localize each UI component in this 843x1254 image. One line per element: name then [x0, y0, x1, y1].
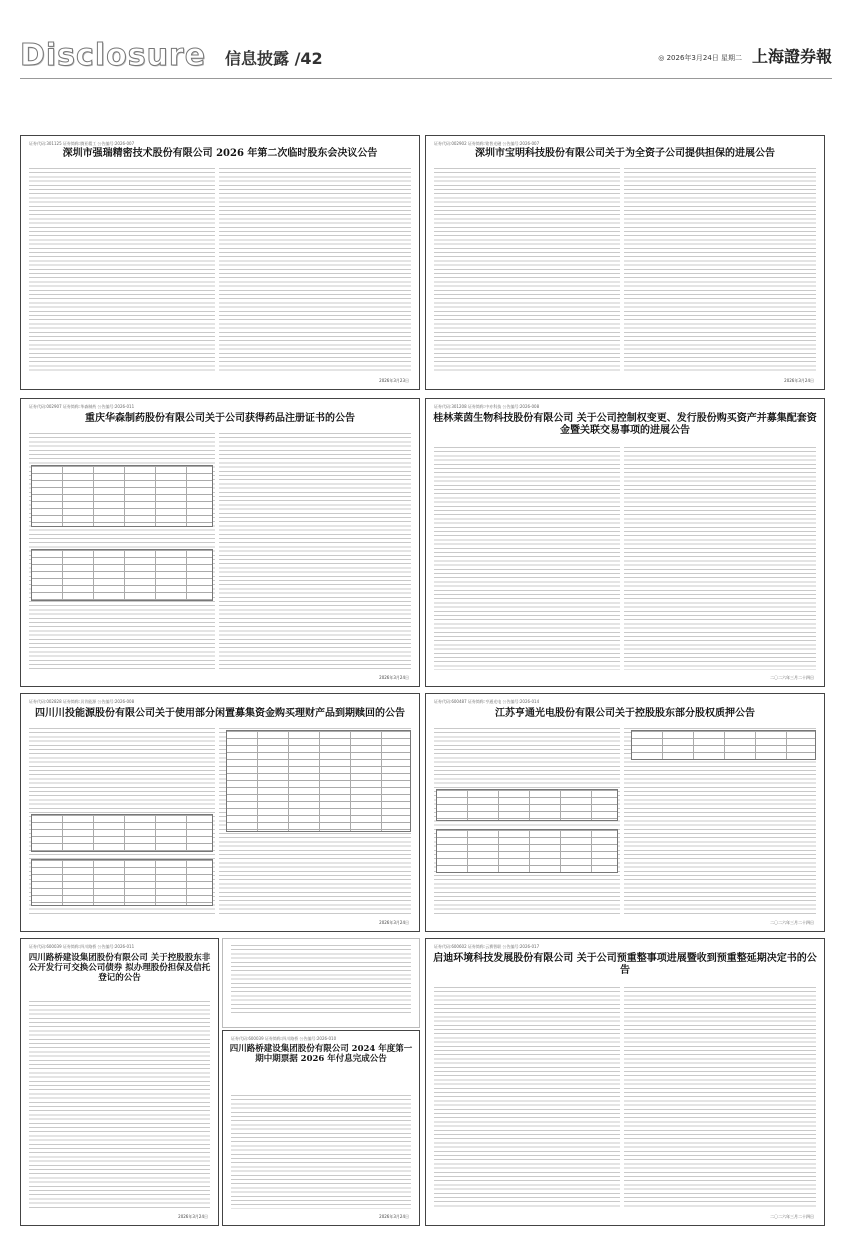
announcement-title: 深圳市宝明科技股份有限公司关于为全资子公司提供担保的进展公告 [475, 148, 775, 159]
announcement-body [434, 168, 816, 373]
announcement-signature: 2026年3月24日 [379, 920, 409, 925]
newspaper-name: 上海證券報 [751, 47, 832, 66]
announcement-code: 证券代码:600602 证券简称:云赛智联 公告编号:2026-017 [434, 944, 540, 949]
financial-product-table [226, 730, 411, 832]
announcement-body [434, 987, 816, 1209]
announcement-body [29, 1001, 210, 1209]
financial-product-table [31, 814, 213, 852]
announcement-body [29, 168, 411, 373]
announcement [20, 398, 420, 687]
announcement-code: 证券代码:002907 证券简称:华森制药 公告编号:2026-011 [29, 404, 135, 409]
announcement-signature: 二〇二六年三月二十四日 [770, 675, 814, 680]
announcement-signature: 2026年3月24日 [178, 1214, 208, 1219]
announcement-title: 四川川投能源股份有限公司关于使用部分闲置募集资金购买理财产品到期赎回的公告 [35, 708, 405, 719]
announcement-body [434, 447, 816, 670]
drug-registration-table [31, 549, 213, 601]
announcement-signature: 二〇二六年三月二十四日 [770, 920, 814, 925]
announcement-code: 证券代码:600487 证券简称:亨通光电 公告编号:2026-014 [434, 699, 540, 704]
pledge-table [631, 730, 816, 760]
announcement [222, 1030, 420, 1226]
announcement-signature: 2026年3月24日 [379, 675, 409, 680]
announcement [425, 693, 825, 932]
announcement-body [231, 1095, 411, 1209]
announcement-title: 江苏亨通光电股份有限公司关于控股股东部分股权质押公告 [495, 708, 755, 719]
announcement-title: 深圳市强瑞精密技术股份有限公司 2026 年第二次临时股东会决议公告 [62, 148, 378, 159]
announcement-title: 启迪环境科技发展股份有限公司 关于公司预重整事项进展暨收到预重整延期决定书的公告 [433, 953, 817, 976]
masthead [20, 38, 832, 79]
pledge-table [436, 789, 618, 821]
announcement-code: 证券代码:002828 证券简称:贝肯能源 公告编号:2026-008 [29, 699, 135, 704]
announcement [425, 398, 825, 687]
announcement [20, 938, 219, 1226]
announcement [425, 135, 825, 390]
announcement [20, 693, 420, 932]
financial-product-table [31, 859, 213, 906]
announcement-signature: 2026年3月24日 [379, 1214, 409, 1219]
announcement [425, 938, 825, 1226]
announcement-code: 证券代码:301125 证券简称:腾亚精工 公告编号:2026-007 [29, 141, 135, 146]
pledge-table [436, 829, 618, 873]
announcement-signature: 2026年3月23日 [379, 378, 409, 383]
page-section-label: 信息披露 /42 [225, 49, 323, 68]
announcement-signature: 二〇二六年三月二十四日 [770, 1214, 814, 1219]
issue-date: ◎ 2026年3月24日 星期二 [658, 54, 742, 62]
announcement-title: 四川路桥建设集团股份有限公司 2024 年度第一期中期票据 2026 年付息完成公告 [229, 1044, 413, 1065]
announcement-signature: 2026年3月24日 [784, 378, 814, 383]
announcement-title: 四川路桥建设集团股份有限公司 关于控股股东非公开发行可交换公司债券 拟办理股份担保及信托登记的公告 [28, 953, 211, 984]
announcement [20, 135, 420, 390]
brand-wordmark: Disclosure [20, 38, 207, 73]
announcement-title: 桂林莱茵生物科技股份有限公司 关于公司控制权变更、发行股份购买资产并募集配套资金暨关联交易事项的进展公告 [433, 413, 817, 436]
announcement-code: 证券代码:600039 证券简称:四川路桥 公告编号:2026-011 [29, 944, 135, 949]
announcement-code: 证券代码:301208 证券简称:中亦科技 公告编号:2026-008 [434, 404, 540, 409]
announcement-body [231, 945, 411, 1013]
announcement-code: 证券代码:002902 证券简称:铭普光磁 公告编号:2026-007 [434, 141, 540, 146]
announcement-code: 证券代码:600039 证券简称:四川路桥 公告编号:2026-010 [231, 1036, 337, 1041]
announcement [222, 938, 420, 1028]
drug-registration-table [31, 465, 213, 527]
announcement-title: 重庆华森制药股份有限公司关于公司获得药品注册证书的公告 [85, 413, 355, 424]
